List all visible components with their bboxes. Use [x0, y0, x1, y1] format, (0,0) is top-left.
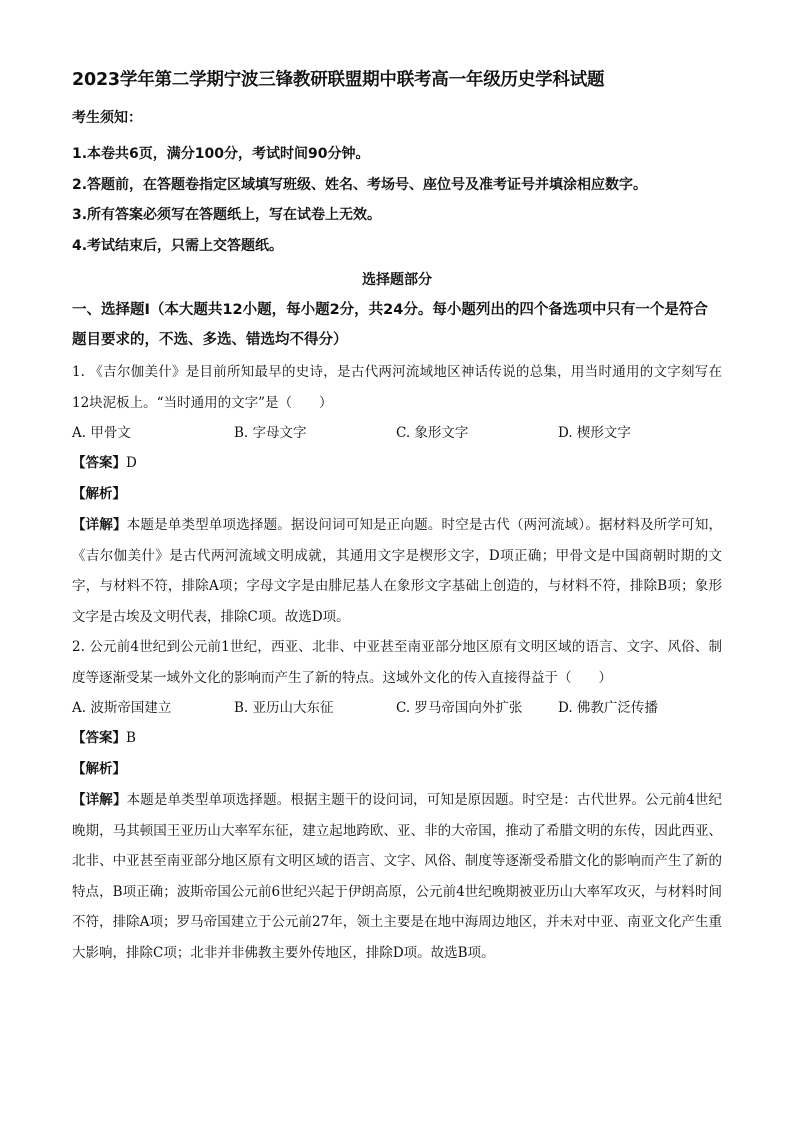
options-row	[72, 693, 722, 723]
analysis-line	[72, 754, 722, 785]
notice-item: 2.答题前，在答题卷指定区域填写班级、姓名、考场号、座位号及准考证号并填涂相应数字。	[72, 176, 648, 193]
question-stem: 1. 《吉尔伽美什》是目前所知最早的史诗，是古代两河流域地区神话传说的总集，用当时通用的文字刻写在12块泥板上。“当时通用的文字”是（ ）	[72, 364, 722, 411]
answer-label: 【答案】	[72, 730, 126, 746]
notice-item: 1.本卷共6页，满分100分，考试时间90分钟。	[72, 146, 370, 162]
notice-item: 3.所有答案必须写在答题纸上，写在试卷上无效。	[72, 207, 382, 223]
question-stem: 2. 公元前4世纪到公元前1世纪，西亚、北非、中亚甚至南亚部分地区原有文明区域的语言、文字、风俗、制度等逐渐受某一域外文化的影响而产生了新的特点。这域外文化的传入直接得益于（ ）	[72, 639, 722, 686]
answer-line	[72, 723, 722, 754]
detail-text: 本题是单类型单项选择题。据设问词可知是正向题。时空是古代（两河流域）。据材料及所学可知，《吉尔伽美什》是古代两河流域文明成就，其通用文字是楔形文字，D项正确；甲骨文是中国商朝时期的文字，与材料不符，排除A项；字母文字是由腓尼基人在象形文字基础上创造的，与材料不符，排除B项；象形文字是古埃及文明代表，排除C项。故选D项。	[72, 517, 723, 625]
answer-value: D	[126, 455, 137, 471]
detail-paragraph	[72, 510, 722, 632]
option-d: D. 楔形文字	[558, 425, 631, 441]
option-b: B. 字母文字	[234, 425, 307, 441]
option-c: C. 象形文字	[396, 425, 469, 441]
option-a: A. 甲骨文	[72, 425, 131, 441]
question-1	[72, 357, 722, 632]
detail-text: 本题是单类型单项选择题。根据主题干的设问词，可知是原因题。时空是：古代世界。公元前4世纪晚期，马其顿国王亚历山大率军东征，建立起地跨欧、亚、非的大帝国，推动了希腊文明的东传，因此西亚、北非、中亚甚至南亚部分地区原有文明区域的语言、文字、风俗、制度等逐渐受希腊文化的影响而产生了新的特点，B项正确；波斯帝国公元前6世纪兴起于伊朗高原，公元前4世纪晚期被亚历山大率军攻灭，与材料时间不符，排除A项；罗马帝国建立于公元前27年，领土主要是在地中海周边地区，并未对中亚、南亚文化产生重大影响，排除C项；北非并非佛教主要外传地区，排除D项。故选B项。	[72, 792, 723, 961]
section-title: 选择题部分	[362, 272, 432, 288]
notice-heading: 考生须知：	[72, 110, 142, 126]
options-row	[72, 418, 722, 448]
detail-label: 【详解】	[72, 517, 127, 533]
notice-block	[72, 107, 722, 261]
option-d: D. 佛教广泛传播	[558, 700, 658, 716]
question-2	[72, 632, 722, 968]
analysis-label: 【解析】	[72, 761, 126, 777]
option-a: A. 波斯帝国建立	[72, 700, 172, 716]
answer-value: B	[126, 730, 136, 746]
option-b: B. 亚历山大东征	[234, 700, 334, 716]
option-c: C. 罗马帝国向外扩张	[396, 700, 523, 716]
analysis-label: 【解析】	[72, 486, 126, 502]
answer-label: 【答案】	[72, 455, 126, 471]
part-title: 一、选择题Ⅰ（本大题共12小题，每小题2分，共24分。每小题列出的四个备选项中只有一个是符合题目要求的，不选、多选、错选均不得分）	[72, 302, 708, 348]
page-title: 2023学年第二学期宁波三锋教研联盟期中联考高一年级历史学科试题	[72, 70, 605, 90]
detail-paragraph	[72, 785, 722, 968]
detail-label: 【详解】	[72, 792, 127, 808]
notice-item: 4.考试结束后，只需上交答题纸。	[72, 237, 284, 254]
analysis-line	[72, 479, 722, 510]
answer-line	[72, 448, 722, 479]
exam-page	[72, 66, 722, 968]
